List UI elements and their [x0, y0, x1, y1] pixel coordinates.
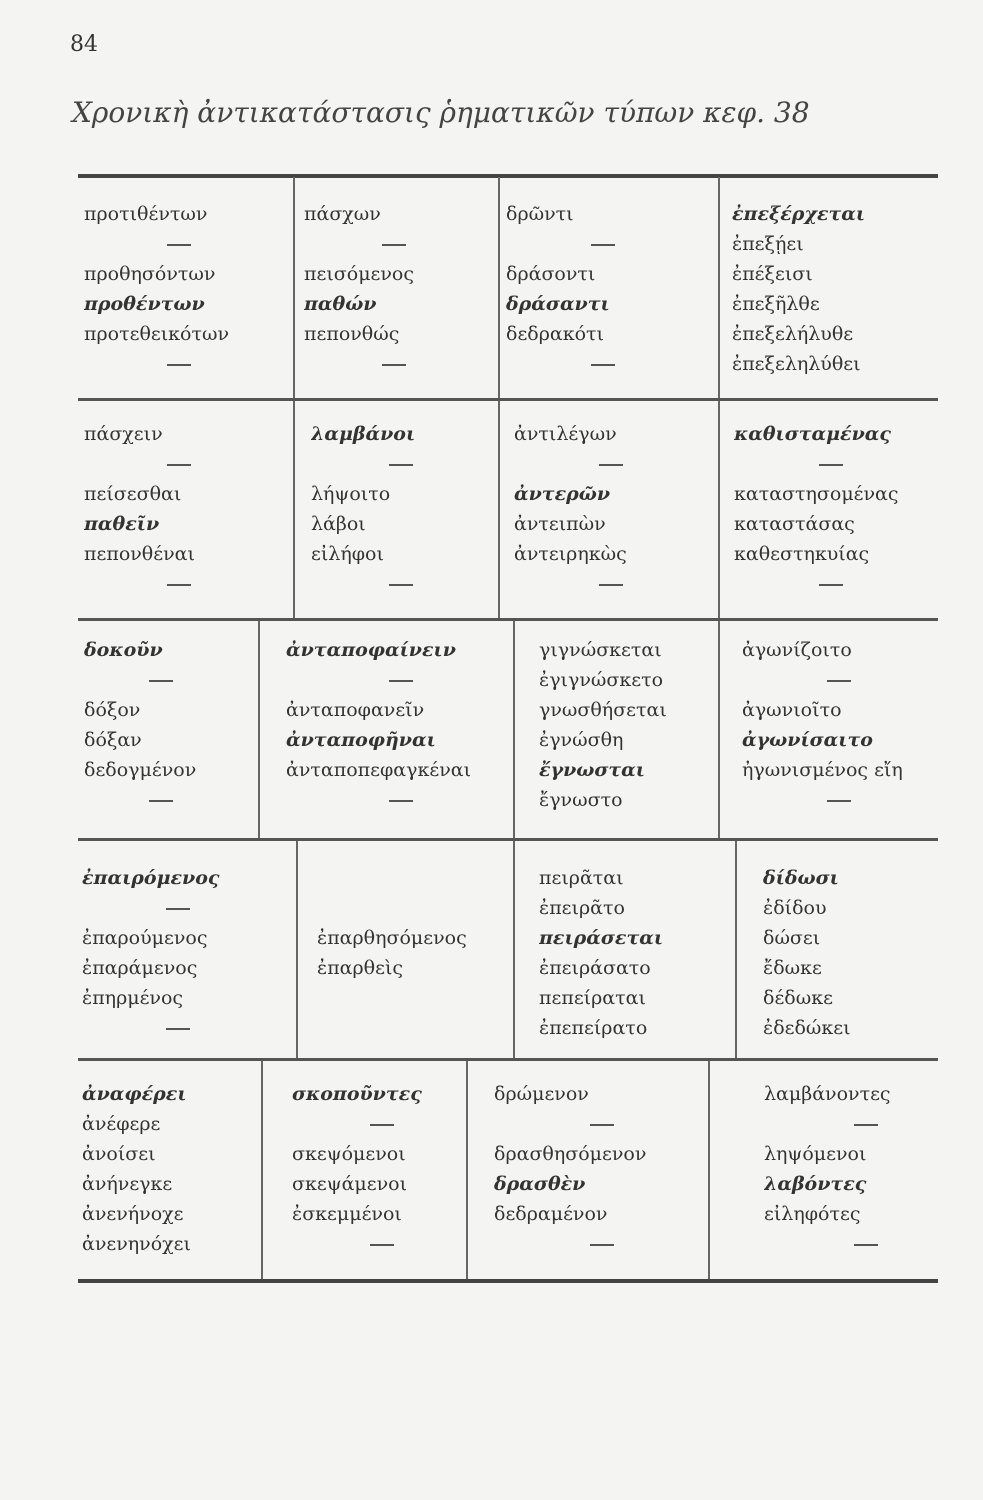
verb-form: σκεψάμενοι [292, 1173, 408, 1195]
verb-form: ἀντειπὼν [514, 513, 606, 535]
table-cell [513, 841, 735, 1059]
dash-separator [286, 785, 513, 815]
dash-mark [167, 464, 191, 466]
verb-form: παθεῖν [84, 513, 160, 535]
verb-form: γνωσθήσεται [539, 699, 667, 721]
verb-form: ἐπεξῄει [732, 233, 804, 255]
dash-separator [84, 449, 293, 479]
verb-form: προτεθεικότων [84, 323, 230, 345]
dash-mark [599, 464, 623, 466]
dash-separator [84, 569, 293, 599]
dash-mark [167, 364, 191, 366]
dash-mark [599, 584, 623, 586]
dash-mark [370, 1244, 394, 1246]
verb-form [317, 893, 513, 923]
verb-form: πεισόμενος [304, 263, 415, 285]
dash-separator [506, 349, 718, 379]
verb-form: ἔγνωσται [539, 759, 645, 781]
table-cell [718, 621, 938, 839]
dash-separator [494, 1109, 708, 1139]
verb-form: ἐπειρᾶτο [539, 897, 625, 919]
dash-separator [734, 569, 938, 599]
verb-form: δόξον [84, 699, 141, 721]
table-cell [258, 621, 513, 839]
dash-separator [84, 785, 258, 815]
table-row [78, 841, 938, 1059]
verb-form: δεδραμένον [494, 1203, 608, 1225]
dash-separator [506, 229, 718, 259]
verb-form: εἰλήφοι [311, 543, 384, 565]
verb-form: καταστάσας [734, 513, 855, 535]
verb-form: ἀνέφερε [82, 1113, 161, 1135]
verb-form: σκεψόμενοι [292, 1143, 406, 1165]
verb-form: σκοποῦντες [292, 1083, 422, 1105]
dash-mark [819, 584, 843, 586]
dash-separator [292, 1229, 466, 1259]
verb-form: ἐπειράσατο [539, 957, 651, 979]
table-row [78, 177, 938, 399]
verb-form: ἀνταποφῆναι [286, 729, 436, 751]
dash-mark [389, 584, 413, 586]
dash-separator [311, 449, 498, 479]
verb-form: ἀνταποφανεῖν [286, 699, 425, 721]
verb-form: ἀντερῶν [514, 483, 611, 505]
dash-mark [167, 584, 191, 586]
verb-form: δράσαντι [506, 293, 610, 315]
dash-mark [382, 244, 406, 246]
verb-form: λάβοι [311, 513, 366, 535]
table-cell [293, 401, 498, 619]
dash-mark [389, 800, 413, 802]
verb-form: ἐπαράμενος [82, 957, 198, 979]
verb-form: ἐπαρούμενος [82, 927, 208, 949]
table-cell [78, 621, 258, 839]
verb-form: ἀνήνεγκε [82, 1173, 173, 1195]
verb-form: ἐγιγνώσκετο [539, 669, 664, 691]
verb-form: παθών [304, 293, 377, 315]
verb-form: προτιθέντων [84, 203, 208, 225]
verb-form: δρασθησόμενον [494, 1143, 647, 1165]
verb-form: δόξαν [84, 729, 142, 751]
dash-mark [149, 800, 173, 802]
dash-separator [84, 349, 293, 379]
verb-form: ἀγωνιοῖτο [742, 699, 842, 721]
table-row [78, 401, 938, 619]
dash-mark [389, 464, 413, 466]
table-cell [261, 1061, 466, 1279]
verb-form: ἀνταποφαίνειν [286, 639, 456, 661]
dash-separator [82, 893, 296, 923]
dash-separator [494, 1229, 708, 1259]
verb-form: λαμβάνοντες [764, 1083, 891, 1105]
verb-form: δέδωκε [763, 987, 833, 1009]
dash-separator [514, 449, 718, 479]
verb-form: δρῶντι [506, 203, 574, 225]
verb-form: πειράσεται [539, 927, 664, 949]
verb-form: καθεστηκυίας [734, 543, 870, 565]
table-cell [498, 401, 718, 619]
table-cell [718, 401, 938, 619]
verb-form: προθέντων [84, 293, 205, 315]
verb-form: καθισταμένας [734, 423, 891, 445]
verb-form: πείσεσθαι [84, 483, 182, 505]
table-cell [498, 177, 718, 399]
table-cell [735, 841, 938, 1059]
verb-form: δρώμενον [494, 1083, 589, 1105]
verb-form: ἔδωκε [763, 957, 822, 979]
dash-separator [84, 229, 293, 259]
verb-form: ἀναφέρει [82, 1083, 187, 1105]
verb-form: ἀγωνίσαιτο [742, 729, 873, 751]
verb-form: δοκοῦν [84, 639, 163, 661]
verb-form: ἀνενήνοχε [82, 1203, 184, 1225]
verb-form: δώσει [763, 927, 821, 949]
table-cell [708, 1061, 938, 1279]
verb-form: ἀντειρηκὼς [514, 543, 627, 565]
verb-form: πεπονθέναι [84, 543, 195, 565]
table-cell [78, 841, 296, 1059]
verb-form: δρασθὲν [494, 1173, 586, 1195]
verb-form [317, 1013, 513, 1043]
verb-form: ἐπεξεληλύθει [732, 353, 861, 375]
verb-form: ἐπεπείρατο [539, 1017, 648, 1039]
dash-mark [382, 364, 406, 366]
dash-mark [591, 364, 615, 366]
dash-mark [590, 1124, 614, 1126]
page-title: Χρονικὴ ἀντικατάστασις ῥηματικῶν τύπων κεφ. 38 [72, 96, 810, 129]
dash-mark [166, 908, 190, 910]
verb-form: ἐπέξεισι [732, 263, 813, 285]
verb-form: ἐπαιρόμενος [82, 867, 220, 889]
verb-form: ἐπεξέρχεται [732, 203, 866, 225]
verb-form: ἐσκεμμένοι [292, 1203, 402, 1225]
verb-form: ἀνταποπεφαγκέναι [286, 759, 472, 781]
verb-form: ληψόμενοι [764, 1143, 867, 1165]
verb-form: ἐπαρθησόμενος [317, 927, 467, 949]
verb-form: ἐγνώσθη [539, 729, 624, 751]
dash-mark [590, 1244, 614, 1246]
verb-form: δεδρακότι [506, 323, 604, 345]
verb-form: εἰληφότες [764, 1203, 861, 1225]
verb-form: ἐπηρμένος [82, 987, 184, 1009]
table-cell [78, 401, 293, 619]
dash-mark [854, 1244, 878, 1246]
dash-separator [82, 1013, 296, 1043]
verb-form: λήψοιτο [311, 483, 391, 505]
verb-form: ἀνενηνόχει [82, 1233, 191, 1255]
verb-form [317, 983, 513, 1013]
dash-separator [292, 1109, 466, 1139]
dash-mark [149, 680, 173, 682]
verb-form: δράσοντι [506, 263, 596, 285]
table-row [78, 1061, 938, 1279]
verb-form: λαβόντες [764, 1173, 867, 1195]
dash-mark [167, 244, 191, 246]
verb-form: καταστησομένας [734, 483, 899, 505]
dash-separator [734, 449, 938, 479]
dash-separator [742, 665, 938, 695]
dash-mark [166, 1028, 190, 1030]
verb-form: ἠγωνισμένος εἴη [742, 759, 903, 781]
dash-separator [304, 349, 498, 379]
dash-mark [854, 1124, 878, 1126]
table-row [78, 621, 938, 839]
verb-form [317, 863, 513, 893]
verb-form: ἀντιλέγων [514, 423, 617, 445]
verb-form: ἐπεξελήλυθε [732, 323, 854, 345]
dash-mark [827, 680, 851, 682]
verb-form: πεπείραται [539, 987, 646, 1009]
dash-separator [304, 229, 498, 259]
verb-form: πάσχειν [84, 423, 163, 445]
dash-separator [311, 569, 498, 599]
page-number: 84 [70, 32, 98, 57]
table-cell [513, 621, 718, 839]
dash-mark [819, 464, 843, 466]
dash-mark [591, 244, 615, 246]
dash-mark [389, 680, 413, 682]
verb-form: πεπονθώς [304, 323, 400, 345]
table-cell [78, 1061, 261, 1279]
table-cell [718, 177, 938, 399]
verb-form: προθησόντων [84, 263, 216, 285]
verb-form: ἀνοίσει [82, 1143, 156, 1165]
table-cell [296, 841, 513, 1059]
dash-separator [514, 569, 718, 599]
dash-separator [764, 1229, 938, 1259]
verb-form: ἔγνωστο [539, 789, 623, 811]
dash-mark [370, 1124, 394, 1126]
dash-mark [827, 800, 851, 802]
verb-form: ἐδεδώκει [763, 1017, 851, 1039]
verb-form: ἐπεξῆλθε [732, 293, 820, 315]
verb-form: ἐπαρθεὶς [317, 957, 404, 979]
verb-form: ἀγωνίζοιτο [742, 639, 852, 661]
table-bottom-rule [78, 1279, 938, 1283]
verb-form: πάσχων [304, 203, 381, 225]
dash-separator [286, 665, 513, 695]
verb-form: ἐδίδου [763, 897, 827, 919]
verb-form: δεδογμένον [84, 759, 197, 781]
verb-form: πειρᾶται [539, 867, 624, 889]
table-cell [293, 177, 498, 399]
verb-form: γιγνώσκεται [539, 639, 662, 661]
dash-separator [764, 1109, 938, 1139]
dash-separator [742, 785, 938, 815]
table-cell [78, 177, 293, 399]
table-cell [466, 1061, 708, 1279]
verb-form: λαμβάνοι [311, 423, 416, 445]
dash-separator [84, 665, 258, 695]
verb-form: δίδωσι [763, 867, 839, 889]
